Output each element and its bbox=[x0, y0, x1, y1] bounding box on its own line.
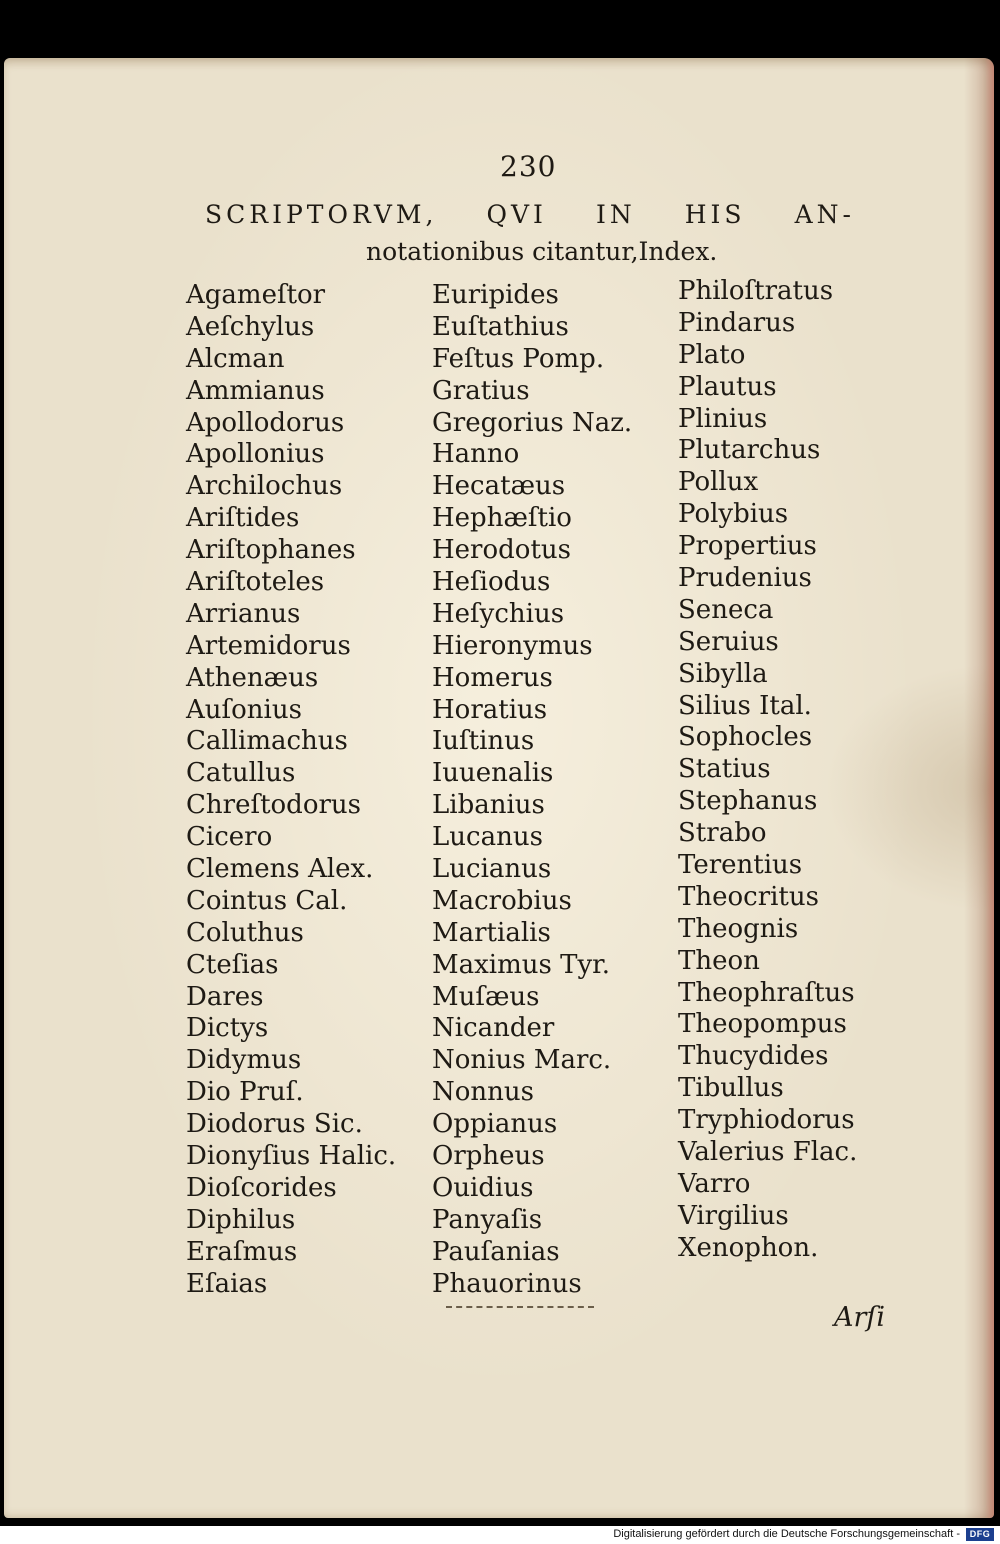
author-entry: Hieronymus bbox=[432, 630, 593, 661]
author-entry: Hanno bbox=[432, 439, 520, 470]
author-entry: Dionyſius Halic. bbox=[186, 1141, 397, 1172]
author-entry: Pollux bbox=[678, 467, 759, 498]
author-entry: Ariſtides bbox=[186, 503, 300, 534]
author-entry: Diphilus bbox=[186, 1204, 296, 1235]
author-entry: Thucydides bbox=[678, 1041, 829, 1072]
author-entry: Lucianus bbox=[432, 854, 552, 885]
author-entry: Stephanus bbox=[678, 786, 818, 817]
author-entry: Theopompus bbox=[678, 1009, 847, 1040]
author-entry: Ammianus bbox=[186, 375, 325, 406]
author-entry: Varro bbox=[678, 1168, 751, 1199]
author-entry: Catullus bbox=[186, 758, 296, 789]
author-entry: Nonnus bbox=[432, 1077, 534, 1108]
author-entry: Sophocles bbox=[678, 722, 813, 753]
author-entry: Plautus bbox=[678, 371, 777, 402]
author-entry: Euſtathius bbox=[432, 311, 569, 342]
author-entry: Tryphiodorus bbox=[678, 1105, 855, 1136]
author-entry: Philoſtratus bbox=[678, 276, 834, 306]
author-entry: Terentius bbox=[678, 850, 803, 881]
author-entry: Panyaſis bbox=[432, 1204, 543, 1235]
author-entry: Athenæus bbox=[186, 662, 319, 693]
author-entry: Macrobius bbox=[432, 885, 572, 916]
page-number: 230 bbox=[500, 150, 557, 183]
author-entry: Gregorius Naz. bbox=[432, 407, 633, 438]
footer-bar bbox=[0, 1526, 1000, 1544]
author-entry: Agameſtor bbox=[186, 280, 326, 310]
author-entry: Dictys bbox=[186, 1013, 269, 1044]
author-entry: Iuſtinus bbox=[432, 726, 535, 757]
author-column-2 bbox=[432, 280, 632, 1301]
author-entry: Martialis bbox=[432, 917, 551, 948]
author-entry: Lucanus bbox=[432, 822, 543, 853]
author-entry: Nicander bbox=[432, 1013, 555, 1044]
author-entry: Strabo bbox=[678, 818, 767, 849]
author-entry: Cicero bbox=[186, 822, 273, 853]
author-entry: Seneca bbox=[678, 594, 774, 625]
author-entry: Clemens Alex. bbox=[186, 854, 374, 885]
title-word: IN bbox=[595, 200, 636, 229]
index-title-line-1 bbox=[205, 200, 855, 229]
author-entry: Cteſias bbox=[186, 949, 279, 980]
author-entry: Theognis bbox=[678, 913, 799, 944]
author-entry: Xenophon. bbox=[678, 1232, 819, 1263]
author-entry: Pauſanias bbox=[432, 1236, 560, 1267]
author-entry: Gratius bbox=[432, 375, 530, 406]
title-word: QVI bbox=[486, 200, 547, 229]
author-entry: Chreſtodorus bbox=[186, 790, 361, 821]
author-entry: Phauorinus bbox=[432, 1268, 582, 1299]
author-entry: Euripides bbox=[432, 280, 559, 310]
author-entry: Arrianus bbox=[186, 598, 301, 629]
author-entry: Aeſchylus bbox=[186, 311, 315, 342]
author-entry: Orpheus bbox=[432, 1141, 545, 1172]
title-word: SCRIPTORVM, bbox=[205, 200, 438, 229]
author-entry: Dio Pruſ. bbox=[186, 1077, 304, 1108]
author-entry: Horatius bbox=[432, 694, 548, 725]
author-entry: Theophraſtus bbox=[678, 977, 855, 1008]
author-entry: Silius Ital. bbox=[678, 690, 812, 721]
author-entry: Ariſtophanes bbox=[186, 535, 356, 566]
author-entry: Pindarus bbox=[678, 307, 796, 338]
author-entry: Apollodorus bbox=[186, 407, 345, 438]
catchword: Arſi bbox=[834, 1302, 886, 1333]
index-title-line-2: notationibus citantur,Index. bbox=[366, 237, 718, 266]
title-word: HIS bbox=[684, 200, 746, 229]
author-entry: Prudenius bbox=[678, 563, 812, 594]
author-entry: Artemidorus bbox=[186, 630, 351, 661]
underline-mark bbox=[446, 1306, 594, 1308]
title-word: AN- bbox=[794, 200, 855, 229]
author-entry: Virgilius bbox=[678, 1200, 789, 1231]
author-entry: Eraſmus bbox=[186, 1236, 298, 1267]
author-entry: Apollonius bbox=[186, 439, 325, 470]
author-entry: Feſtus Pomp. bbox=[432, 343, 605, 374]
dfg-logo: DFG bbox=[966, 1528, 994, 1541]
author-entry: Coluthus bbox=[186, 917, 304, 948]
author-entry: Heſiodus bbox=[432, 567, 551, 598]
author-entry: Libanius bbox=[432, 790, 545, 821]
author-entry: Statius bbox=[678, 754, 771, 785]
author-entry: Sibylla bbox=[678, 658, 768, 689]
author-entry: Ouidius bbox=[432, 1172, 534, 1203]
author-entry: Eſaias bbox=[186, 1268, 268, 1299]
author-entry: Polybius bbox=[678, 499, 789, 530]
author-entry: Oppianus bbox=[432, 1109, 558, 1140]
author-entry: Tibullus bbox=[678, 1073, 784, 1104]
author-entry: Hecatæus bbox=[432, 471, 566, 502]
author-entry: Theocritus bbox=[678, 881, 819, 912]
page-edge-shading bbox=[964, 58, 994, 1518]
author-column-1 bbox=[186, 280, 396, 1301]
author-entry: Diodorus Sic. bbox=[186, 1109, 363, 1140]
author-entry: Heſychius bbox=[432, 598, 565, 629]
author-entry: Auſonius bbox=[186, 694, 302, 725]
author-entry: Ariſtoteles bbox=[186, 567, 325, 598]
author-entry: Hephæſtio bbox=[432, 503, 572, 534]
author-entry: Theon bbox=[678, 945, 760, 976]
funding-credit: Digitalisierung gefördert durch die Deutsche Forschungsgemeinschaft - bbox=[613, 1528, 960, 1540]
author-entry: Herodotus bbox=[432, 535, 571, 566]
author-entry: Muſæus bbox=[432, 981, 540, 1012]
author-entry: Archilochus bbox=[186, 471, 343, 502]
author-entry: Dioſcorides bbox=[186, 1172, 337, 1203]
author-entry: Didymus bbox=[186, 1045, 302, 1076]
author-entry: Nonius Marc. bbox=[432, 1045, 612, 1076]
author-entry: Maximus Tyr. bbox=[432, 949, 610, 980]
author-entry: Seruius bbox=[678, 626, 779, 657]
author-entry: Alcman bbox=[186, 343, 285, 374]
author-entry: Iuuenalis bbox=[432, 758, 554, 789]
author-entry: Propertius bbox=[678, 531, 817, 562]
author-entry: Dares bbox=[186, 981, 264, 1012]
author-entry: Callimachus bbox=[186, 726, 348, 757]
author-entry: Valerius Flac. bbox=[678, 1137, 858, 1168]
author-entry: Cointus Cal. bbox=[186, 885, 348, 916]
author-entry: Homerus bbox=[432, 662, 553, 693]
author-column-3 bbox=[678, 276, 857, 1265]
author-entry: Plutarchus bbox=[678, 435, 821, 466]
author-entry: Plinius bbox=[678, 403, 768, 434]
author-entry: Plato bbox=[678, 339, 746, 370]
